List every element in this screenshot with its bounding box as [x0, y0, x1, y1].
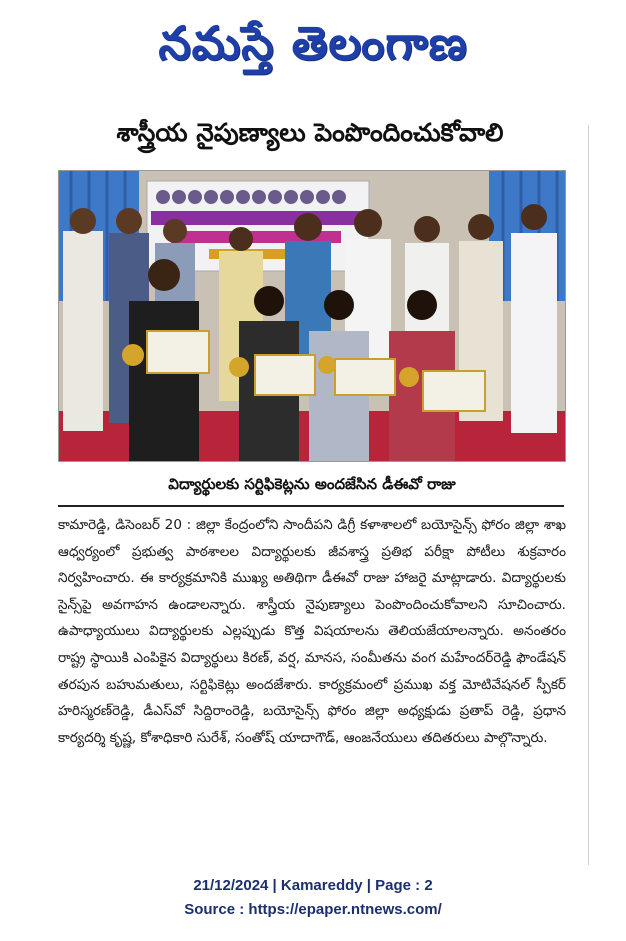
masthead: [0, 0, 626, 92]
photo-caption: విద్యార్థులకు సర్టిఫికెట్లను అందజేసిన డీఈవో రాజు: [168, 475, 456, 493]
article-photo: [58, 170, 566, 462]
footer: [0, 874, 626, 922]
column-divider: [588, 125, 589, 865]
article-paragraph: కామారెడ్డి, డిసెంబర్ 20 : జిల్లా కేంద్రంలోని సాందీపని డిగ్రీ కళాశాలలో బయోసైన్స్ ఫోరం జిల్లా శాఖ ఆధ్వర్యంలో ప్రభుత్వ పాఠశాలల విద్యార్థులకు జీవశాస్త్ర ప్రతిభ పరీక్షా పోటీలు శుక్రవారం నిర్వహించారు. ఈ కార్యక్రమానికి ముఖ్య అతిథిగా డీఈవో రాజు హాజరై మాట్లాడారు. విద్యార్థులకు సైన్స్‌పై అవగాహన ఉండాలన్నారు. శాస్త్రీయ నైపుణ్యాలు పెంపొందించుకోవాలని సూచించారు. ఉపాధ్యాయులు విద్యార్థులకు ఎల్లప్పుడు కొత్త విషయాలను తెలియజేయాలన్నారు. అనంతరం రాష్ట్ర స్థాయికి ఎంపికైన విద్యార్థులు కిరణ్, వర్ష, మానస, సంమీతను వంగ మహేందర్‌రెడ్డి ఫౌండేషన్ తరపున బహుమతులు, సర్టిఫికెట్లు అందజేశారు. కార్యక్రమంలో ప్రముఖ వక్త మోటివేషనల్ స్పీకర్ హరిస్మరణ్‌రెడ్డి, డీఎస్‌వో సిద్దిరాంరెడ్డి, బయోసైన్స్ ఫోరం జిల్లా అధ్యక్షుడు ప్రతాప్ రెడ్డి, ప్రధాన కార్యదర్శి కృష్ణ, కోశాధికారి సురేశ్, సంతోష్ యాదాగౌడ్, ఆంజనేయులు తదితరులు పాల్గొన్నారు.: [58, 517, 566, 746]
footer-source: Source : https://epaper.ntnews.com/: [184, 901, 442, 918]
footer-date-page: 21/12/2024 | Kamareddy | Page : 2: [193, 877, 433, 894]
caption-divider: [58, 505, 564, 507]
newspaper-logo: నమస్తే తెలంగాణ: [158, 16, 468, 70]
article-body: [58, 512, 566, 862]
article-headline: శాస్త్రీయ నైపుణ్యాలు పెంపొందించుకోవాలి: [116, 118, 504, 147]
